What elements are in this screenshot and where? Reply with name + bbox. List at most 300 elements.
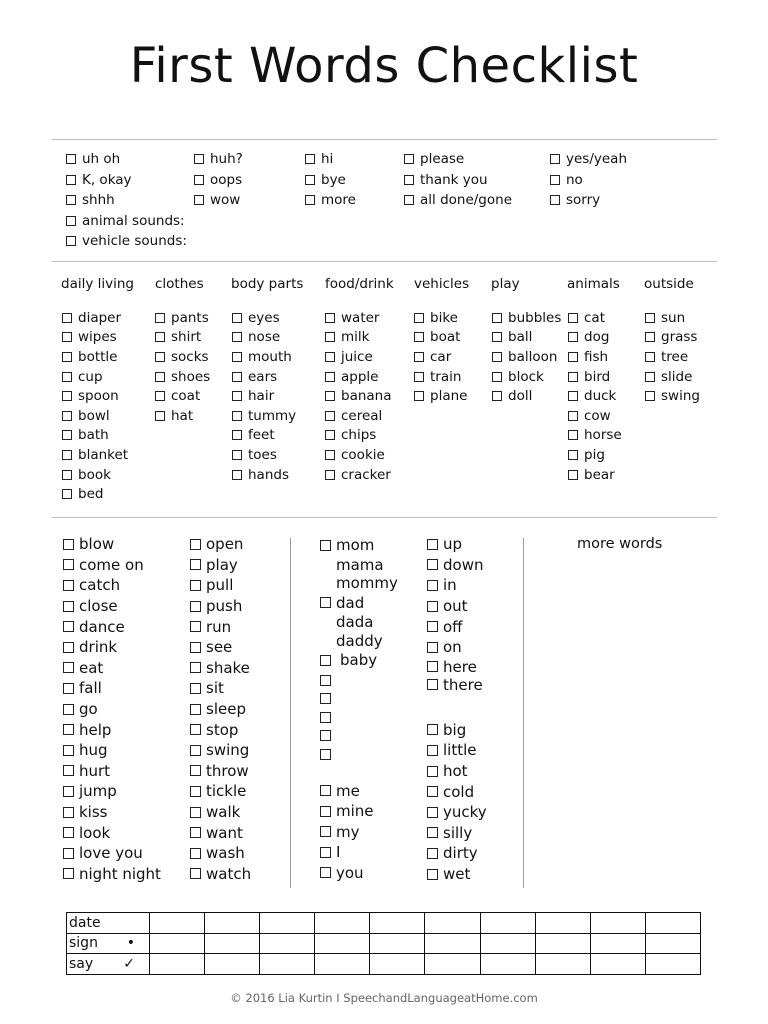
- checkbox[interactable]: [63, 765, 74, 776]
- checkbox[interactable]: [427, 786, 438, 797]
- checklist-item[interactable]: huh?: [194, 149, 243, 170]
- checkbox[interactable]: [645, 391, 655, 401]
- log-cell[interactable]: [480, 913, 535, 934]
- checklist-item[interactable]: dance: [63, 616, 161, 637]
- checkbox[interactable]: [66, 216, 76, 226]
- checkbox[interactable]: [414, 352, 424, 362]
- checklist-item[interactable]: ball: [492, 328, 561, 348]
- checklist-item[interactable]: look: [63, 822, 161, 843]
- checklist-item[interactable]: hurt: [63, 761, 161, 782]
- checkbox[interactable]: [190, 642, 201, 653]
- checkbox[interactable]: [325, 332, 335, 342]
- checkbox[interactable]: [404, 154, 414, 164]
- checklist-item[interactable]: more: [305, 190, 356, 211]
- checkbox[interactable]: [63, 683, 74, 694]
- checkbox[interactable]: [645, 372, 655, 382]
- checklist-item[interactable]: dirty: [427, 843, 487, 864]
- checkbox[interactable]: [62, 470, 72, 480]
- checkbox[interactable]: [155, 411, 165, 421]
- checkbox[interactable]: [414, 372, 424, 382]
- checklist-item[interactable]: silly: [427, 823, 487, 844]
- log-cell[interactable]: [590, 933, 645, 954]
- checkbox[interactable]: [325, 450, 335, 460]
- checklist-item[interactable]: want: [190, 822, 251, 843]
- checklist-item[interactable]: stop: [190, 719, 251, 740]
- checklist-item[interactable]: swing: [645, 386, 700, 406]
- checklist-item[interactable]: train: [414, 367, 467, 387]
- checkbox[interactable]: [190, 827, 201, 838]
- checkbox[interactable]: [320, 847, 331, 858]
- checklist-item[interactable]: hat: [155, 406, 210, 426]
- checklist-item[interactable]: mine: [320, 801, 398, 822]
- checklist-item[interactable]: diaper: [62, 308, 128, 328]
- checklist-item[interactable]: bed: [62, 484, 128, 504]
- checkbox[interactable]: [320, 597, 331, 608]
- log-cell[interactable]: [315, 954, 370, 975]
- checkbox[interactable]: [404, 175, 414, 185]
- checkbox[interactable]: [155, 352, 165, 362]
- checklist-item[interactable]: here: [427, 658, 487, 676]
- checklist-item[interactable]: eyes: [232, 308, 296, 328]
- checklist-item[interactable]: animal sounds:: [66, 211, 187, 232]
- checklist-item[interactable]: baby: [320, 650, 398, 671]
- checklist-item[interactable]: K, okay: [66, 170, 187, 191]
- checklist-item[interactable]: hair: [232, 386, 296, 406]
- log-cell[interactable]: [645, 954, 700, 975]
- checklist-item[interactable]: in: [427, 575, 487, 596]
- checkbox[interactable]: [320, 693, 331, 704]
- checklist-item[interactable]: sleep: [190, 699, 251, 720]
- checklist-item[interactable]: night night: [63, 864, 161, 885]
- checklist-item[interactable]: car: [414, 347, 467, 367]
- checklist-item[interactable]: swing: [190, 740, 251, 761]
- checkbox[interactable]: [550, 154, 560, 164]
- checkbox[interactable]: [63, 662, 74, 673]
- checkbox[interactable]: [305, 154, 315, 164]
- checkbox[interactable]: [62, 332, 72, 342]
- checkbox[interactable]: [62, 372, 72, 382]
- log-cell[interactable]: [425, 913, 480, 934]
- checkbox[interactable]: [492, 313, 502, 323]
- checklist-item[interactable]: cup: [62, 367, 128, 387]
- checkbox[interactable]: [414, 391, 424, 401]
- checkbox[interactable]: [325, 352, 335, 362]
- checklist-item[interactable]: pig: [568, 445, 622, 465]
- log-cell[interactable]: [370, 913, 425, 934]
- checkbox[interactable]: [305, 195, 315, 205]
- checklist-item[interactable]: little: [427, 740, 487, 761]
- checklist-item[interactable]: love you: [63, 843, 161, 864]
- checkbox[interactable]: [155, 313, 165, 323]
- checklist-item[interactable]: hi: [305, 149, 356, 170]
- log-cell[interactable]: [480, 933, 535, 954]
- checkbox[interactable]: [325, 391, 335, 401]
- checkbox[interactable]: [427, 580, 438, 591]
- checkbox[interactable]: [427, 661, 438, 672]
- checkbox[interactable]: [63, 786, 74, 797]
- checkbox[interactable]: [550, 195, 560, 205]
- checklist-item[interactable]: bubbles: [492, 308, 561, 328]
- checklist-item[interactable]: go: [63, 699, 161, 720]
- checklist-item[interactable]: open: [190, 534, 251, 555]
- checkbox[interactable]: [414, 313, 424, 323]
- checkbox[interactable]: [63, 601, 74, 612]
- checkbox[interactable]: [320, 675, 331, 686]
- checkbox[interactable]: [232, 352, 242, 362]
- checkbox[interactable]: [190, 724, 201, 735]
- checklist-item[interactable]: up: [427, 534, 487, 555]
- checklist-item[interactable]: block: [492, 367, 561, 387]
- checkbox[interactable]: [568, 332, 578, 342]
- checklist-item[interactable]: bird: [568, 367, 622, 387]
- log-cell[interactable]: [645, 933, 700, 954]
- checkbox[interactable]: [190, 807, 201, 818]
- checkbox[interactable]: [427, 745, 438, 756]
- checklist-item[interactable]: milk: [325, 328, 392, 348]
- log-cell[interactable]: [645, 913, 700, 934]
- checkbox[interactable]: [62, 450, 72, 460]
- checkbox[interactable]: [645, 352, 655, 362]
- checklist-item[interactable]: pull: [190, 575, 251, 596]
- checklist-item[interactable]: shhh: [66, 190, 187, 211]
- checklist-item[interactable]: there: [427, 676, 487, 694]
- checklist-item[interactable]: down: [427, 555, 487, 576]
- checkbox[interactable]: [427, 539, 438, 550]
- checkbox[interactable]: [190, 765, 201, 776]
- checkbox[interactable]: [63, 848, 74, 859]
- checklist-item[interactable]: shake: [190, 658, 251, 679]
- checklist-item[interactable]: on: [427, 637, 487, 658]
- checklist-item[interactable]: yucky: [427, 802, 487, 823]
- checkbox[interactable]: [404, 195, 414, 205]
- checkbox[interactable]: [232, 332, 242, 342]
- checklist-item[interactable]: oops: [194, 170, 243, 191]
- checklist-item[interactable]: wow: [194, 190, 243, 211]
- checklist-item[interactable]: coat: [155, 386, 210, 406]
- checkbox[interactable]: [190, 786, 201, 797]
- checkbox[interactable]: [320, 749, 331, 760]
- checklist-item[interactable]: drink: [63, 637, 161, 658]
- checklist-item[interactable]: come on: [63, 555, 161, 576]
- checklist-item[interactable]: mom: [320, 535, 398, 556]
- checklist-item[interactable]: cow: [568, 406, 622, 426]
- checklist-item[interactable]: tree: [645, 347, 700, 367]
- checklist-item[interactable]: bike: [414, 308, 467, 328]
- checklist-item[interactable]: wipes: [62, 328, 128, 348]
- checkbox[interactable]: [320, 826, 331, 837]
- checkbox[interactable]: [427, 679, 438, 690]
- checklist-item[interactable]: cereal: [325, 406, 392, 426]
- checklist-item[interactable]: blanket: [62, 445, 128, 465]
- checklist-item[interactable]: blow: [63, 534, 161, 555]
- checkbox[interactable]: [62, 352, 72, 362]
- checklist-item[interactable]: no: [550, 170, 627, 191]
- checkbox[interactable]: [66, 236, 76, 246]
- checkbox[interactable]: [190, 580, 201, 591]
- checklist-item[interactable]: duck: [568, 386, 622, 406]
- checklist-item[interactable]: nose: [232, 328, 296, 348]
- checklist-item[interactable]: horse: [568, 426, 622, 446]
- checkbox[interactable]: [568, 391, 578, 401]
- checklist-item[interactable]: dog: [568, 328, 622, 348]
- checkbox[interactable]: [63, 807, 74, 818]
- checkbox[interactable]: [325, 372, 335, 382]
- checklist-item[interactable]: bye: [305, 170, 356, 191]
- checklist-item[interactable]: walk: [190, 802, 251, 823]
- checklist-item[interactable]: mouth: [232, 347, 296, 367]
- checklist-item[interactable]: apple: [325, 367, 392, 387]
- checkbox[interactable]: [320, 730, 331, 741]
- checkbox[interactable]: [325, 470, 335, 480]
- checkbox[interactable]: [492, 332, 502, 342]
- checklist-item[interactable]: grass: [645, 328, 700, 348]
- checkbox[interactable]: [190, 745, 201, 756]
- checklist-item[interactable]: tummy: [232, 406, 296, 426]
- checklist-item[interactable]: spoon: [62, 386, 128, 406]
- checklist-item[interactable]: my: [320, 821, 398, 842]
- checklist-item[interactable]: push: [190, 596, 251, 617]
- checklist-item[interactable]: cracker: [325, 465, 392, 485]
- checklist-item[interactable]: jump: [63, 781, 161, 802]
- checkbox[interactable]: [190, 601, 201, 612]
- checkbox[interactable]: [232, 313, 242, 323]
- checkbox[interactable]: [63, 642, 74, 653]
- checkbox[interactable]: [427, 766, 438, 777]
- checklist-item[interactable]: bear: [568, 465, 622, 485]
- blank-checklist-item[interactable]: [320, 745, 398, 764]
- checklist-item[interactable]: hands: [232, 465, 296, 485]
- checklist-item[interactable]: slide: [645, 367, 700, 387]
- checklist-item[interactable]: out: [427, 596, 487, 617]
- log-cell[interactable]: [205, 913, 260, 934]
- checklist-item[interactable]: wash: [190, 843, 251, 864]
- checkbox[interactable]: [305, 175, 315, 185]
- checkbox[interactable]: [427, 559, 438, 570]
- log-cell[interactable]: [590, 913, 645, 934]
- checklist-item[interactable]: ears: [232, 367, 296, 387]
- checkbox[interactable]: [190, 559, 201, 570]
- checkbox[interactable]: [645, 313, 655, 323]
- checklist-item[interactable]: kiss: [63, 802, 161, 823]
- checkbox[interactable]: [63, 559, 74, 570]
- log-cell[interactable]: [260, 954, 315, 975]
- log-cell[interactable]: [150, 954, 205, 975]
- blank-checklist-item[interactable]: [320, 671, 398, 690]
- checkbox[interactable]: [427, 848, 438, 859]
- checkbox[interactable]: [414, 332, 424, 342]
- checkbox[interactable]: [190, 848, 201, 859]
- checklist-item[interactable]: catch: [63, 575, 161, 596]
- checkbox[interactable]: [194, 195, 204, 205]
- checkbox[interactable]: [568, 352, 578, 362]
- checkbox[interactable]: [320, 785, 331, 796]
- checkbox[interactable]: [427, 869, 438, 880]
- checklist-item[interactable]: boat: [414, 328, 467, 348]
- checkbox[interactable]: [66, 175, 76, 185]
- log-cell[interactable]: [260, 933, 315, 954]
- checkbox[interactable]: [568, 372, 578, 382]
- checklist-item[interactable]: vehicle sounds:: [66, 231, 187, 252]
- checkbox[interactable]: [190, 683, 201, 694]
- checklist-item[interactable]: help: [63, 719, 161, 740]
- checklist-item[interactable]: feet: [232, 426, 296, 446]
- checklist-item[interactable]: bowl: [62, 406, 128, 426]
- checklist-item[interactable]: chips: [325, 426, 392, 446]
- checklist-item[interactable]: big: [427, 720, 487, 741]
- log-cell[interactable]: [260, 913, 315, 934]
- checklist-item[interactable]: toes: [232, 445, 296, 465]
- checkbox[interactable]: [232, 450, 242, 460]
- checklist-item[interactable]: book: [62, 465, 128, 485]
- checkbox[interactable]: [62, 391, 72, 401]
- checkbox[interactable]: [427, 724, 438, 735]
- checklist-item[interactable]: hot: [427, 761, 487, 782]
- checkbox[interactable]: [320, 867, 331, 878]
- checkbox[interactable]: [155, 332, 165, 342]
- checklist-item[interactable]: balloon: [492, 347, 561, 367]
- checklist-item[interactable]: plane: [414, 386, 467, 406]
- checkbox[interactable]: [155, 391, 165, 401]
- checkbox[interactable]: [568, 470, 578, 480]
- checkbox[interactable]: [62, 313, 72, 323]
- checkbox[interactable]: [232, 391, 242, 401]
- checklist-item[interactable]: bath: [62, 426, 128, 446]
- checkbox[interactable]: [66, 154, 76, 164]
- log-cell[interactable]: [480, 954, 535, 975]
- checklist-item[interactable]: dad: [320, 593, 398, 614]
- log-cell[interactable]: [315, 933, 370, 954]
- checkbox[interactable]: [63, 827, 74, 838]
- checklist-item[interactable]: wet: [427, 864, 487, 885]
- checklist-item[interactable]: uh oh: [66, 149, 187, 170]
- checklist-item[interactable]: sit: [190, 678, 251, 699]
- checklist-item[interactable]: fish: [568, 347, 622, 367]
- log-cell[interactable]: [425, 933, 480, 954]
- checkbox[interactable]: [320, 540, 331, 551]
- checklist-item[interactable]: shirt: [155, 328, 210, 348]
- checklist-item[interactable]: please: [404, 149, 512, 170]
- checklist-item[interactable]: off: [427, 616, 487, 637]
- checkbox[interactable]: [190, 704, 201, 715]
- log-cell[interactable]: [535, 933, 590, 954]
- checkbox[interactable]: [320, 655, 331, 666]
- checklist-item[interactable]: play: [190, 555, 251, 576]
- checkbox[interactable]: [427, 642, 438, 653]
- checklist-item[interactable]: hug: [63, 740, 161, 761]
- checkbox[interactable]: [427, 601, 438, 612]
- checklist-item[interactable]: close: [63, 596, 161, 617]
- checkbox[interactable]: [232, 411, 242, 421]
- checkbox[interactable]: [325, 430, 335, 440]
- checklist-item[interactable]: thank you: [404, 170, 512, 191]
- checkbox[interactable]: [320, 806, 331, 817]
- checkbox[interactable]: [194, 175, 204, 185]
- checklist-item[interactable]: see: [190, 637, 251, 658]
- checkbox[interactable]: [62, 430, 72, 440]
- checklist-item[interactable]: cat: [568, 308, 622, 328]
- checkbox[interactable]: [190, 662, 201, 673]
- checklist-item[interactable]: yes/yeah: [550, 149, 627, 170]
- checklist-item[interactable]: banana: [325, 386, 392, 406]
- log-cell[interactable]: [370, 954, 425, 975]
- checkbox[interactable]: [550, 175, 560, 185]
- checklist-item[interactable]: socks: [155, 347, 210, 367]
- checklist-item[interactable]: tickle: [190, 781, 251, 802]
- checkbox[interactable]: [63, 868, 74, 879]
- checklist-item[interactable]: run: [190, 616, 251, 637]
- checkbox[interactable]: [492, 372, 502, 382]
- checkbox[interactable]: [190, 539, 201, 550]
- checkbox[interactable]: [190, 868, 201, 879]
- log-cell[interactable]: [205, 933, 260, 954]
- checkbox[interactable]: [63, 745, 74, 756]
- blank-checklist-item[interactable]: [320, 726, 398, 745]
- checkbox[interactable]: [63, 539, 74, 550]
- checkbox[interactable]: [568, 411, 578, 421]
- checkbox[interactable]: [62, 489, 72, 499]
- blank-checklist-item[interactable]: [320, 708, 398, 727]
- checkbox[interactable]: [325, 411, 335, 421]
- checklist-item[interactable]: all done/gone: [404, 190, 512, 211]
- checkbox[interactable]: [427, 621, 438, 632]
- checklist-item[interactable]: cookie: [325, 445, 392, 465]
- checklist-item[interactable]: sun: [645, 308, 700, 328]
- checklist-item[interactable]: shoes: [155, 367, 210, 387]
- checkbox[interactable]: [66, 195, 76, 205]
- checklist-item[interactable]: juice: [325, 347, 392, 367]
- checklist-item[interactable]: watch: [190, 864, 251, 885]
- checkbox[interactable]: [568, 430, 578, 440]
- checklist-item[interactable]: me: [320, 780, 398, 801]
- checklist-item[interactable]: eat: [63, 658, 161, 679]
- checkbox[interactable]: [427, 827, 438, 838]
- checkbox[interactable]: [568, 450, 578, 460]
- log-cell[interactable]: [315, 913, 370, 934]
- log-cell[interactable]: [425, 954, 480, 975]
- log-cell[interactable]: [370, 933, 425, 954]
- checklist-item[interactable]: water: [325, 308, 392, 328]
- checkbox[interactable]: [155, 372, 165, 382]
- checkbox[interactable]: [325, 313, 335, 323]
- checkbox[interactable]: [492, 391, 502, 401]
- checklist-item[interactable]: sorry: [550, 190, 627, 211]
- checklist-item[interactable]: fall: [63, 678, 161, 699]
- log-cell[interactable]: [150, 913, 205, 934]
- log-cell[interactable]: [205, 954, 260, 975]
- checkbox[interactable]: [63, 724, 74, 735]
- checkbox[interactable]: [568, 313, 578, 323]
- checkbox[interactable]: [62, 411, 72, 421]
- checkbox[interactable]: [63, 621, 74, 632]
- log-cell[interactable]: [150, 933, 205, 954]
- checkbox[interactable]: [232, 430, 242, 440]
- log-cell[interactable]: [590, 954, 645, 975]
- checklist-item[interactable]: doll: [492, 386, 561, 406]
- checkbox[interactable]: [232, 470, 242, 480]
- checkbox[interactable]: [63, 704, 74, 715]
- checkbox[interactable]: [190, 621, 201, 632]
- checklist-item[interactable]: bottle: [62, 347, 128, 367]
- checklist-item[interactable]: I: [320, 842, 398, 863]
- checklist-item[interactable]: you: [320, 863, 398, 884]
- checklist-item[interactable]: cold: [427, 781, 487, 802]
- checkbox[interactable]: [194, 154, 204, 164]
- blank-checklist-item[interactable]: [320, 689, 398, 708]
- checkbox[interactable]: [427, 807, 438, 818]
- log-cell[interactable]: [535, 913, 590, 934]
- checkbox[interactable]: [232, 372, 242, 382]
- checklist-item[interactable]: pants: [155, 308, 210, 328]
